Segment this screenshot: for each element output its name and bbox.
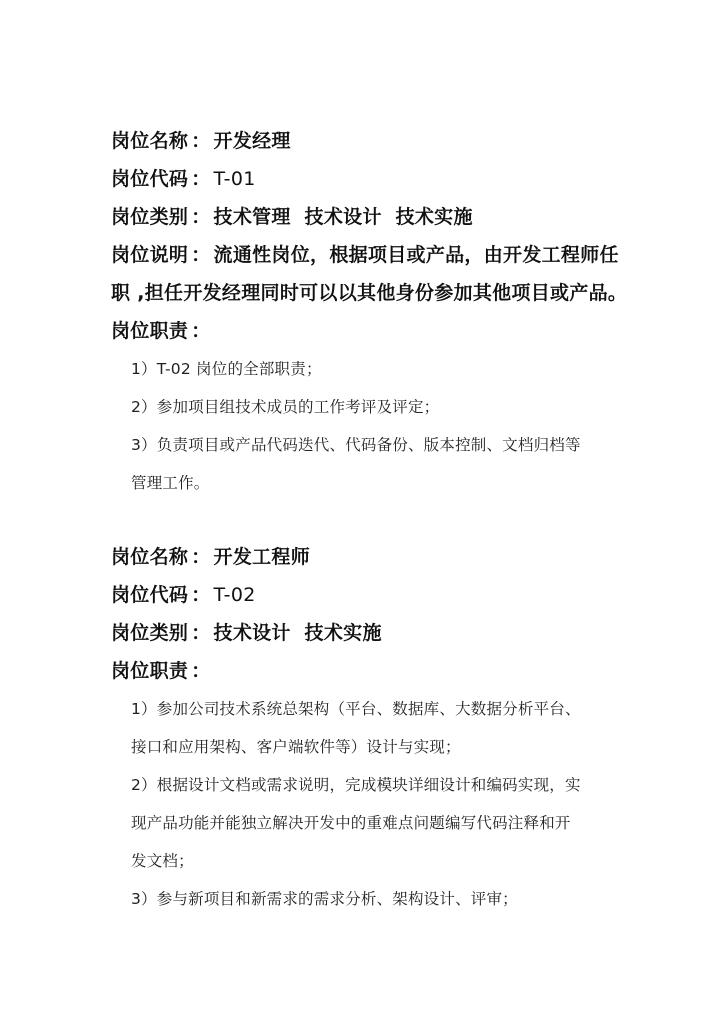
job-duties-label: 岗位职责 bbox=[111, 660, 189, 682]
job-category-label: 岗位类别 bbox=[111, 622, 189, 644]
duty-item bbox=[131, 690, 651, 766]
job-category-row bbox=[111, 614, 651, 652]
job-code-label: 岗位代码 bbox=[111, 168, 189, 190]
duty-line: 1）参加公司技术系统总架构（平台、数据库、大数据分析平台、 bbox=[131, 700, 581, 718]
separator: ： bbox=[191, 320, 211, 342]
duty-line: 接口和应用架构、客户端软件等）设计与实现； bbox=[131, 738, 461, 756]
duty-line: 2）参加项目组技术成员的工作考评及评定； bbox=[131, 398, 440, 416]
job-description-line-1 bbox=[111, 236, 651, 274]
job-description-label: 岗位说明 bbox=[111, 244, 189, 266]
duty-item bbox=[131, 766, 651, 880]
job-name-label: 岗位名称 bbox=[111, 130, 189, 152]
job-description-text-1: 流通性岗位，根据项目或产品，由开发工程师任 bbox=[213, 244, 619, 266]
separator: ： bbox=[191, 206, 211, 228]
job-description-text-2: 职 ,担任开发经理同时可以以其他身份参加其他项目或产品。 bbox=[111, 282, 628, 304]
duty-item bbox=[131, 350, 651, 388]
job-duties-heading bbox=[111, 312, 651, 350]
duty-line: 发文档； bbox=[131, 852, 194, 870]
duty-line: 3）负责项目或产品代码迭代、代码备份、版本控制、文档归档等 bbox=[131, 436, 581, 454]
duty-line: 1）T-02 岗位的全部职责； bbox=[131, 360, 322, 378]
job-code-value: T-02 bbox=[213, 584, 256, 606]
duty-line: 2）根据设计文档或需求说明，完成模块详细设计和编码实现，实 bbox=[131, 776, 581, 794]
job-duties-heading bbox=[111, 652, 651, 690]
duty-item bbox=[131, 880, 651, 918]
job-section-dev-engineer bbox=[111, 538, 651, 918]
job-name-value: 开发工程师 bbox=[213, 546, 311, 568]
duty-item bbox=[131, 426, 651, 502]
separator: ： bbox=[191, 168, 211, 190]
job-code-label: 岗位代码 bbox=[111, 584, 189, 606]
job-description bbox=[111, 236, 651, 312]
separator: ： bbox=[191, 244, 211, 266]
separator: ： bbox=[191, 660, 211, 682]
separator: ： bbox=[191, 584, 211, 606]
job-code-row bbox=[111, 160, 651, 198]
job-name-row bbox=[111, 122, 651, 160]
job-code-value: T-01 bbox=[213, 168, 256, 190]
job-section-dev-manager bbox=[111, 122, 651, 502]
job-duties-label: 岗位职责 bbox=[111, 320, 189, 342]
duty-line: 管理工作。 bbox=[131, 474, 210, 492]
job-name-row bbox=[111, 538, 651, 576]
job-name-label: 岗位名称 bbox=[111, 546, 189, 568]
job-category-row bbox=[111, 198, 651, 236]
job-category-value: 技术设计 技术实施 bbox=[213, 622, 382, 644]
job-name-value: 开发经理 bbox=[213, 130, 291, 152]
duty-line: 3）参与新项目和新需求的需求分析、架构设计、评审； bbox=[131, 890, 518, 908]
separator: ： bbox=[191, 622, 211, 644]
separator: ： bbox=[191, 130, 211, 152]
job-category-value: 技术管理 技术设计 技术实施 bbox=[213, 206, 473, 228]
separator: ： bbox=[191, 546, 211, 568]
job-category-label: 岗位类别 bbox=[111, 206, 189, 228]
duty-item bbox=[131, 388, 651, 426]
job-code-row bbox=[111, 576, 651, 614]
duty-line: 现产品功能并能独立解决开发中的重难点问题编写代码注释和开 bbox=[131, 814, 571, 832]
